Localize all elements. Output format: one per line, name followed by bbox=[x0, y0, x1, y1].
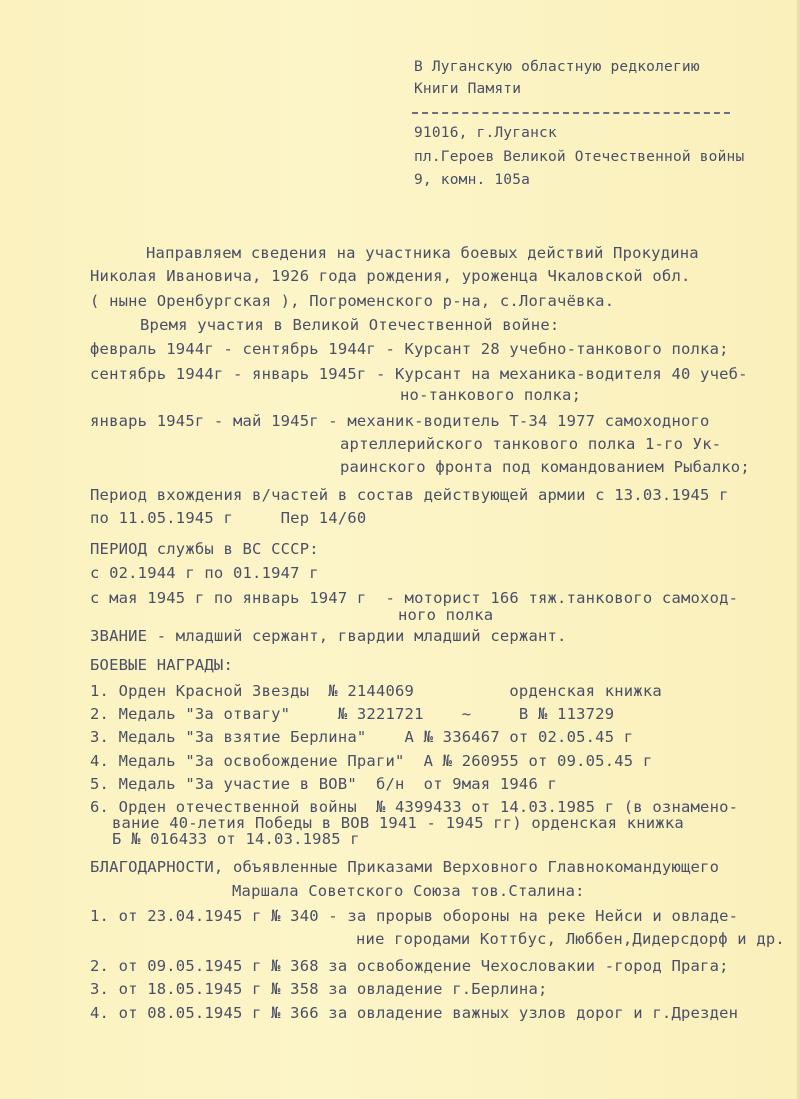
awards-heading: БОЕВЫЕ НАГРАДЫ: bbox=[90, 656, 233, 674]
thanks-heading-1: БЛАГОДАРНОСТИ, объявленные Приказами Верховного Главнокомандующего bbox=[90, 858, 720, 876]
intro-line-3: ( ныне Оренбургская ), Погроменского р-на, с.Логачёвка. bbox=[90, 292, 615, 310]
address-line-3: 9, комн. 105а bbox=[414, 172, 531, 188]
service-heading: ПЕРИОД службы в ВС СССР: bbox=[90, 540, 319, 558]
time-entry-2a: сентябрь 1944г - январь 1945г - Курсант на механика-водителя 40 учеб- bbox=[90, 365, 748, 383]
time-entry-3a: январь 1945г - май 1945г - механик-водитель Т-34 1977 самоходного bbox=[90, 412, 710, 430]
time-entry-1: февраль 1944г - сентябрь 1944г - Курсант 28 учебно-танкового полка; bbox=[90, 340, 729, 358]
thanks-1b: ние городами Коттбус, Люббен,Дидерсдорф и др. bbox=[356, 930, 785, 948]
period-line-1: Период вхождения в/частей в состав действующей армии с 13.03.1945 г bbox=[90, 486, 729, 504]
service-line-2a: с мая 1945 г по январь 1947 г - моторист 166 тяж.танкового самоход- bbox=[90, 589, 739, 607]
award-1: 1. Орден Красной Звезды № 2144069 орденская книжка bbox=[90, 682, 662, 700]
award-6b: вание 40-летия Победы в ВОВ 1941 - 1945 гг) орденская книжка bbox=[112, 814, 684, 832]
recipient-line-1: В Луганскую областную редколегию bbox=[414, 59, 700, 75]
time-entry-3b: артеллерийского танкового полка 1-го Ук- bbox=[340, 435, 722, 453]
recipient-line-2: Книги Памяти bbox=[414, 81, 522, 97]
thanks-heading-2: Маршала Советского Союза тов.Сталина: bbox=[232, 882, 585, 900]
intro-line-2: Николая Ивановича, 1926 года рождения, уроженца Чкаловской обл. bbox=[90, 267, 691, 285]
rank-line: ЗВАНИЕ - младший сержант, гвардии младший сержант. bbox=[90, 627, 567, 645]
award-3: 3. Медаль "За взятие Берлина" А № 336467 от 02.05.45 г bbox=[90, 728, 634, 746]
address-line-1: 91016, г.Луганск bbox=[414, 125, 557, 141]
award-5: 5. Медаль "За участие в ВОВ" б/н от 9мая 1946 г bbox=[90, 775, 558, 793]
award-6c: Б № 016433 от 14.03.1985 г bbox=[112, 830, 360, 848]
thanks-3: 3. от 18.05.1945 г № 358 за овладение г.Берлина; bbox=[90, 980, 548, 998]
address-line-2: пл.Героев Великой Отечественной войны bbox=[414, 149, 745, 165]
service-line-1: с 02.1944 г по 01.1947 г bbox=[90, 564, 319, 582]
time-entry-3c: раинского фронта под командованием Рыбалко; bbox=[340, 458, 750, 476]
award-6a: 6. Орден отечественной войны № 4399433 от 14.03.1985 г (в ознамено- bbox=[90, 798, 739, 816]
period-line-2: по 11.05.1945 г Пер 14/60 bbox=[90, 509, 367, 527]
time-heading: Время участия в Великой Отечественной войне: bbox=[140, 316, 560, 334]
thanks-4: 4. от 08.05.1945 г № 366 за овладение важных узлов дорог и г.Дрезден bbox=[90, 1004, 739, 1022]
separator-dashes bbox=[412, 112, 730, 114]
thanks-2: 2. от 09.05.1945 г № 368 за освобождение Чехословакии -город Прага; bbox=[90, 957, 729, 975]
award-4: 4. Медаль "За освобождение Праги" А № 260955 от 09.05.45 г bbox=[90, 752, 653, 770]
service-line-2b: ного полка bbox=[398, 606, 494, 624]
intro-line-1: Направляем сведения на участника боевых действий Прокудина bbox=[146, 244, 699, 262]
time-entry-2b: но-танкового полка; bbox=[400, 386, 582, 404]
thanks-1a: 1. от 23.04.1945 г № 340 - за прорыв обороны на реке Нейси и овладе- bbox=[90, 907, 739, 925]
award-2: 2. Медаль "За отвагу" № 3221721 ~ В № 113729 bbox=[90, 705, 615, 723]
